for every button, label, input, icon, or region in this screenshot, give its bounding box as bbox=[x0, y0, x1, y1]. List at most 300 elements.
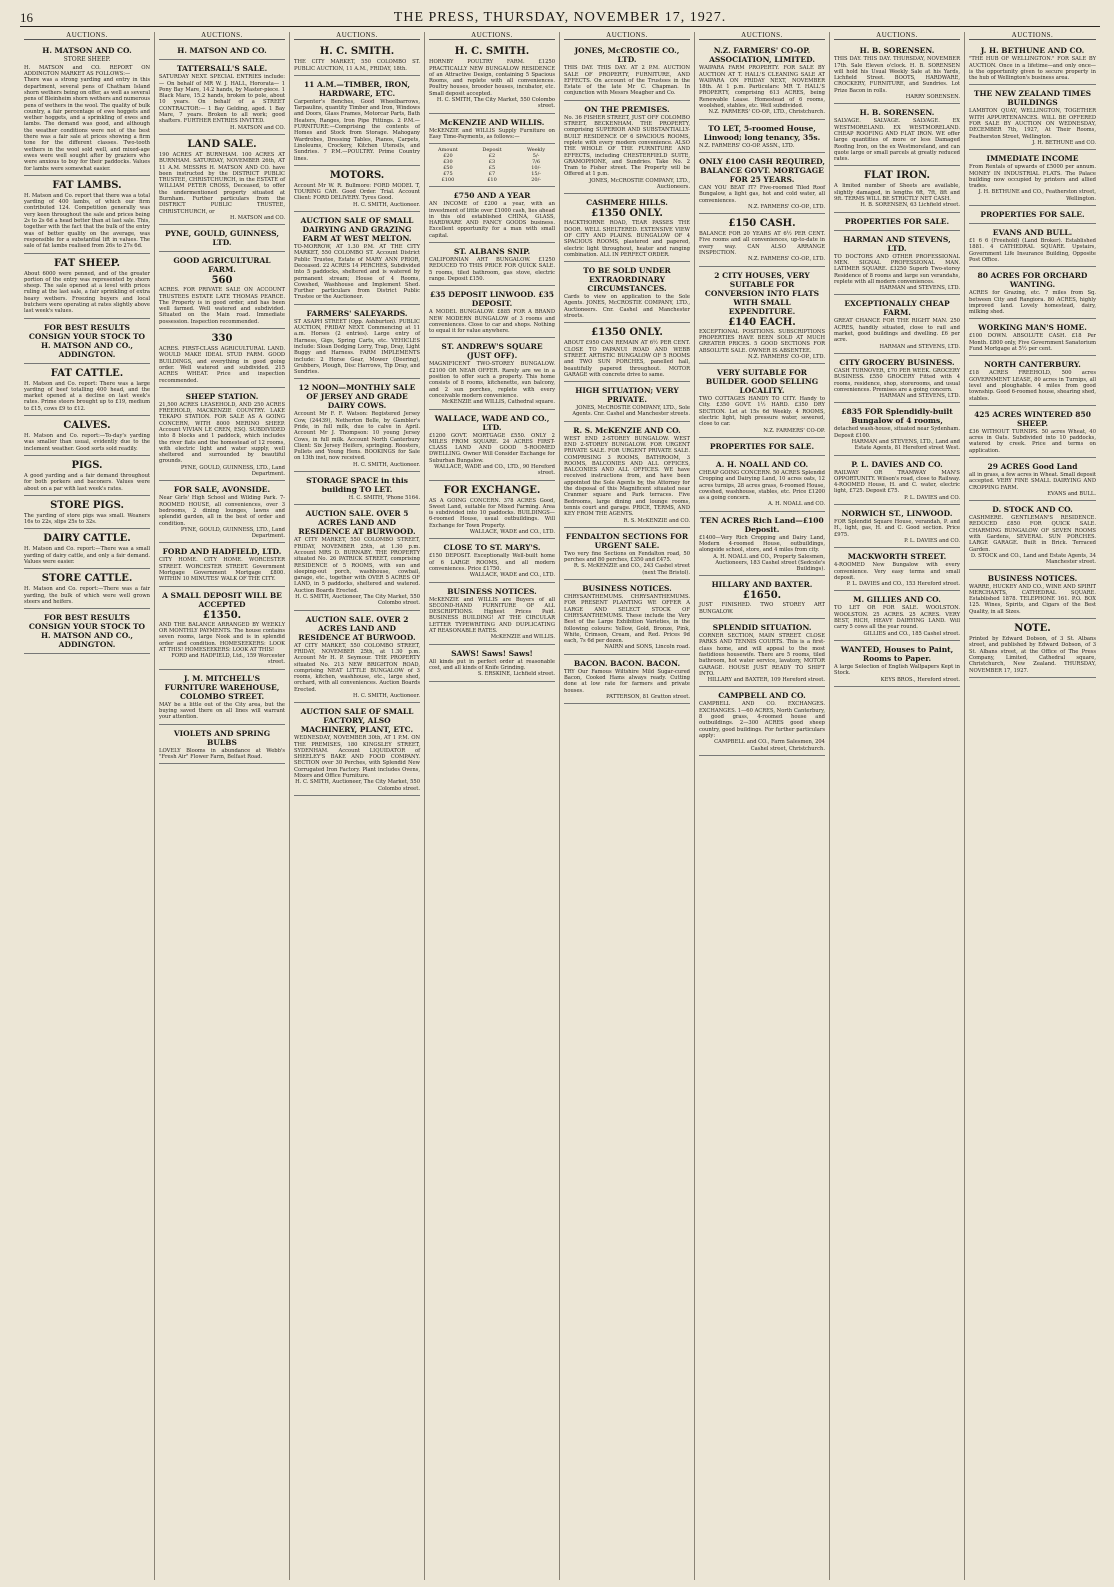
column-1 bbox=[20, 32, 155, 1580]
advertisement bbox=[834, 231, 960, 296]
ad-body-text: £1200 GOVT. MORTGAGE £550. ONLY 2 MILES FROM SQUARE. 24 ACRES FIRST-CLASS LAND AND GOOD 5-ROOMED DWELLING. Owner Will Consider Exchange for Suburban Bungalow. bbox=[429, 432, 555, 464]
advertisement bbox=[969, 619, 1096, 678]
ad-signature: HARMAN and STEVENS, LTD., Land and Estate Agents, 81 Hereford street West. bbox=[851, 438, 960, 452]
ad-heading: H. C. SMITH. bbox=[454, 46, 530, 58]
ad-price: £1350 ONLY. bbox=[591, 208, 663, 220]
ad-signature: N.Z. FARMERS' CO-OP., LTD. bbox=[747, 203, 825, 210]
advertisement bbox=[159, 329, 285, 388]
ad-body-text: CITY HOME. CITY HOME. WORCESTER STREET. WORCESTER STREET. Government Mortgage Government Mortgage £800. WITHIN 10 MINUTES' WALK OF THE CITY. bbox=[159, 557, 285, 583]
ad-heading: WALLACE, WADE AND CO., LTD. bbox=[434, 413, 550, 432]
ad-body-text: WARRE, HUCKEY AND CO., WINE AND SPIRIT MERCHANTS, CATHEDRAL SQUARE. Established 1878. TELEPHONE 161. P.O. BOX 125. Wines, Spirits, and Cigars of the Best Quality, in all Sizes. bbox=[969, 583, 1096, 615]
advertisement bbox=[429, 187, 555, 243]
table-cell: £2 bbox=[488, 153, 496, 160]
ad-body-text: CASHMERE. GENTLEMAN'S RESIDENCE. REDUCED £850 FOR QUICK SALE. CHARMING BUNGALOW OF SEVEN ROOMS with Gardens, SEVERAL SUN PORCHES. LARGE GARAGE. Built in Brick. Terraced Garden. bbox=[969, 515, 1096, 553]
ad-body-text: Account Mr F. F. Watson: Registered Jersey Cow, (24439), Netherton Belle, by Gambler's Pride, in full milk, due to calve in April. Account Mr J. Thompson: 10 young Jersey Cows, in full milk. Account North Canterbury Client: Six Jersey Heifers, springing. Roosters, Pullets and Young Hens. BOOKINGS for Sale on 13th inst, now received. bbox=[294, 411, 420, 462]
ad-body-text: CHEAP GOING CONCERN. 50 ACRES Splendid Cropping and Dairying Land, 10 acres oats, 12 acres turnips, 28 acres grass, 6-roomed House, cowshed, washhouse, stables, etc. Price £1200 as a going concern. bbox=[699, 469, 825, 502]
column-header: AUCTIONS. bbox=[294, 32, 420, 40]
ad-body-text: TRY Our Famous Wiltshire Mild Sugar-cured Bacon, Cooked Hams always ready. Cutting done at low rate for farmers and private houses. bbox=[564, 668, 690, 694]
ad-body-text: AT CITY MARKET, 550 COLOMBO STREET, FRIDAY, NOVEMBER 25th, at 1.30 p.m. Account Mr H. P. Seymour. THE PROPERTY situated No. 213 NEW BRIGHTON ROAD, comprising NEAT LITTLE BUNGALOW of 3 rooms, kitchen, washhouse, etc., large shed, orchard, with all conveniences. Auction Boards Erected. bbox=[294, 642, 420, 693]
ad-signature: N.Z. FARMERS' CO-OP., LTD., Christchurch. bbox=[708, 109, 825, 116]
ad-body-text: ACRES. FIRST-CLASS AGRICULTURAL LAND. WOULD MAKE IDEAL STUD FARM. GOOD BUILDINGS, and everything in good going order. Well watered and subdivided. 215 ACRES WHEAT. Price and inspection recommended. bbox=[159, 346, 285, 384]
ad-heading: £1350 ONLY. bbox=[591, 327, 663, 339]
ad-body-text: TO DOCTORS AND OTHER PROFESSIONAL MEN. SIGNAL PROFESSIONAL MAN. LATIMER SQUARE. £3250 Superb Two-storey Residence of 8 rooms and large sun verandahs, replete with all modern conveniences. bbox=[834, 253, 960, 285]
ad-heading: BUSINESS NOTICES. bbox=[987, 573, 1078, 583]
column-5 bbox=[560, 32, 695, 1580]
advertisement bbox=[24, 456, 150, 496]
advertisement bbox=[24, 364, 150, 416]
column-6 bbox=[695, 32, 830, 1580]
ad-signature: P. L. DAVIES and CO., 153 Hereford street. bbox=[846, 581, 960, 588]
advertisement bbox=[24, 569, 150, 609]
advertisement bbox=[699, 364, 825, 438]
table-cell: 5/- bbox=[532, 153, 540, 160]
ad-body-text: H. Matson and Co. report:—To-day's yarding was smaller than usual, evidently due to the inclement weather. Good sorts sold readily. bbox=[24, 433, 150, 452]
advertisement bbox=[699, 214, 825, 266]
ad-price: £140 EACH. bbox=[728, 316, 796, 328]
advertisement bbox=[834, 641, 960, 687]
ad-body-text: TO-MORROW, AT 1.30 P.M. AT THE CITY MARKET, 550 COLOMBO ST. Account District Public Trustee, Estate of MARY ANN PRIOR, Deceased. 22 ACRES 14 PERCHES, Subdivided into 5 paddocks, sheltered and is watered by permanent stream; House of 4 Rooms, Cowshed, Washhouse and Implement Shed. Further particulars from District Public Trustee or the Auctioneer. bbox=[294, 244, 420, 301]
ad-heading: JONES, McCROSTIE CO., LTD. bbox=[574, 46, 680, 65]
ad-body-text: THIS DAY. THIS DAY. AT 2 P.M. AUCTION SALE OF PROPERTY, FURNITURE, AND EFFECTS. On account of the Trustees in the Estate of the late Mr C. Chapman. In conjunction with Messrs Meagher and Co. bbox=[564, 65, 690, 97]
ad-heading: EVANS AND BULL. bbox=[992, 228, 1073, 238]
advertisement bbox=[699, 267, 825, 364]
ad-body-text: CAMPBELL AND CO. EXCHANGES. EXCHANGES. 1—60 ACRES, North Canterbury, 8 good grass, 4-roomed house and outbuildings. 2—300 ACRES good sheep country, good buildings. For further particulars apply: bbox=[699, 701, 825, 739]
advertisement bbox=[24, 609, 150, 654]
ad-body-text: HACKTHORNE ROAD, TEAR PASSES THE DOOR. WELL SHELTERED. EXTENSIVE VIEW OF CITY AND PLAINS. BUNGALOW OF 4 SPACIOUS ROOMS, plastered and papered, electric light throughout, heater and ranging combination. ALL IN PERFECT ORDER. bbox=[564, 220, 690, 258]
ad-body-text: Cards to view on application to the Sole Agents. JONES, McCROSTIE COMPANY, LTD., Auctioneers. Cnr. Cashel and Manchester streets. bbox=[564, 294, 690, 320]
ad-body-text: ABOUT £950 CAN REMAIN AT 6½ PER CENT. CLOSE TO PAPANUI ROAD AND WEBB STREET. ARTISTIC BUNGALOW OF 5 ROOMS and TWO SUN PORCHES, panelled hall, beautifully papered throughout. MOTOR GARAGE with concrete drive to same. bbox=[564, 340, 690, 378]
advertisement bbox=[969, 224, 1096, 267]
ad-body-text: Two very fine Sections on Fendalton road, 50 perches and 80 perches, £350 and £475. bbox=[564, 550, 690, 564]
ad-body-text: detached wash-house, situated near Sydenham. Deposit £100. bbox=[834, 426, 960, 439]
advertisement bbox=[834, 42, 960, 104]
ad-heading: A SMALL DEPOSIT WILL BE ACCEPTED bbox=[162, 590, 282, 609]
ad-signature: KEYS BROS., Hereford street. bbox=[880, 676, 960, 683]
ad-heading: M. GILLIES AND CO. bbox=[853, 595, 941, 605]
ad-body-text: THE CITY MARKET, 550 COLOMBO ST. PUBLIC AUCTION, 11 A.M., FRIDAY, 18th. bbox=[294, 59, 420, 72]
ad-body-text: AN INCOME of £200 a year, with an investment of little over £1000 cash, lies ahead in this old established CHINA, GLASS, HARDWARE AND FANCY GOODS business. Excellent opportunity for a man with small capital. bbox=[429, 201, 555, 239]
table-cell: 10/- bbox=[531, 165, 541, 172]
ad-body-text: A limited number of Sheets are available, slightly damaged, in lengths 6ft, 7ft, 8ft and 9ft. TERMS WILL BE STRICTLY NET CASH. bbox=[834, 183, 960, 203]
table-cell: 20/- bbox=[531, 177, 541, 184]
ad-body-text: MAGNIFICENT TWO-STOREY BUNGALOW. £2100 OR NEAR OFFER. Rarely are we in a position to offer such a property. This home consists of 8 rooms, kitchenette, sun balcony, and 2 sun porches, replete with every conceivable modern convenience. bbox=[429, 361, 555, 399]
ad-price: 560 bbox=[211, 275, 233, 287]
ad-heading: SPLENDID SITUATION. bbox=[712, 623, 812, 633]
ad-body-text: CORNER SECTION, MAIN STREET. CLOSE PARKS AND TENNIS COURTS. This is a first-class home, and will appeal to the most fastidious housewife. There are 5 rooms, tiled bathroom, hot water service, lavatory, MOTOR GARAGE. HOUSE JUST READY TO SHIFT INTO. bbox=[699, 633, 825, 677]
ad-heading: STORE CATTLE. bbox=[41, 573, 133, 585]
advertisement bbox=[159, 481, 285, 543]
ad-body-text: ACRES. FOR PRIVATE SALE ON ACCOUNT TRUSTEES ESTATE LATE THOMAS PEARCE. The Property is in good order, and has been well farmed. Well watered and subdivided. Situated on the Main road. Immediate possession. Inspection recommended. bbox=[159, 287, 285, 325]
ad-heading: HARMAN AND STEVENS, LTD. bbox=[843, 234, 951, 253]
ad-body-text: GREAT CHANCE FOR THE RIGHT MAN. 250 ACRES, handily situated, close to rail and market, good buildings and dwelling. £6 per acre. bbox=[834, 318, 960, 344]
ad-signature: H. C. SMITH, The City Market, 550 Colombo street. bbox=[436, 97, 555, 110]
ad-signature: N.Z. FARMERS' CO-OP., LTD. bbox=[747, 353, 825, 360]
ad-signature: H. C. SMITH, Auctioneer, The City Market, 550 Colombo street. bbox=[295, 779, 420, 792]
ad-heading: McKENZIE AND WILLIS. bbox=[439, 117, 545, 127]
ad-heading: LAND SALE. bbox=[187, 138, 257, 150]
advertisement bbox=[429, 144, 555, 187]
ad-body-text: H. Matson and Co. report: There was a large yarding of beef totalling 400 head, and the market opened at a decline on last week's rates. Prime steers brought up to £19, medium to £15, cows £9 to £12. bbox=[24, 380, 150, 412]
ad-heading: NORTH CANTERBURY. bbox=[984, 360, 1081, 370]
ad-heading: BUSINESS NOTICES. bbox=[447, 586, 537, 596]
ad-signature: WALLACE, WADE and CO., LTD. bbox=[469, 529, 555, 536]
ad-body-text: AND THE BALANCE ARRANGED BY WEEKLY OR MONTHLY PAYMENTS. The house contains seven rooms, large Nook and is in splendid order and condition. HOMESEEKERS: LOOK AT THIS! HOMESEEKERS: LOOK AT THIS! bbox=[159, 621, 285, 653]
ad-body-text: CALIFORNIAN ART BUNGALOW. £1250 REDUCED TO THIS PRICE FOR QUICK SALE. 5 rooms, tiled bathroom, gas stove, electric range. Deposit £150. bbox=[429, 257, 555, 282]
advertisement bbox=[969, 150, 1096, 206]
ad-heading: DAIRY CATTLE. bbox=[43, 533, 131, 545]
ad-heading: 12 NOON—MONTHLY SALE OF JERSEY AND GRADE DAIRY COWS. bbox=[298, 383, 416, 411]
ad-body-text: RAILWAY OR TRAMWAY MAN'S OPPORTUNITY. Wilson's road, close to Railway. 4-ROOMED House, H. and C. water, electric light, £725. Deposit £75. bbox=[834, 469, 960, 495]
advertisement bbox=[159, 135, 285, 225]
ad-heading: CALVES. bbox=[63, 420, 111, 432]
advertisement bbox=[294, 472, 420, 505]
ad-body-text: There was a strong yarding and entry in this department, several pens of Chatham Island shorn wethers being on offer, as well as several pens of Bleinheim shorn wethers and numerous pens of wethers in the wool. The quality of bulk country, a fair percentage of ewe hoggets and wether hoggets, and a sprinkling of ewes and lambs. The demand was good, and although the weather conditions were not of the best there was a fair sale at prices showing a firm tone for the different classes. Two-tooth wethers in the wool sold well, and mixed-age ewes were well sought after by graziers who were anxious to buy for their paddocks. Values for lambs were somewhat easier. bbox=[24, 77, 150, 172]
ad-heading: CLOSE TO ST. MARY'S. bbox=[443, 543, 541, 553]
ad-body-text: AS A GOING CONCERN. 378 ACRES Good, Sweet Land, suitable for Mixed Farming. Area is subdivided into 10 paddocks. BUILDINGS—6-roomed House, usual outbuildings. Will Exchange for Town Property. bbox=[429, 497, 555, 529]
advertisement bbox=[159, 670, 285, 725]
ad-body-text: McKENZIE and WILLIS are Buyers of all SECOND-HAND FURNITURE OF ALL DESCRIPTIONS. Highest Prices Paid. BUSINESS BUILDING! AT THE CIRCULAR LETTER TYPEWRITING AND DUPLICATING AT REASONABLE RATES. bbox=[429, 596, 555, 635]
ad-signature: H. C. SMITH, 'Phone 5164. bbox=[348, 495, 420, 502]
ad-body-text: £18 ACRES FREEHOLD, 500 acres GOVERNMENT LEASE, 80 acres in Turnips, all level and ploughable. 4 miles from good township. Good 6-roomed house, shearing shed, stables. bbox=[969, 370, 1096, 402]
advertisement bbox=[699, 576, 825, 619]
ad-body-text: No. 36 FISHER STREET, JUST OFF COLOMBO STREET, BECKENHAM. THE PROPERTY, comprising SUPERIOR AND SUBSTANTIALLY-BUILT RESIDENCE OF 6 SPACIOUS ROOMS, replete with every modern convenience. ALSO THE WHOLE OF THE FURNITURE AND EFFECTS, including CHESTERFIELD SUITE, GRAMOPHONE, and Sundries. Take No. 2 Tram to Fisher street. The Property will be Offered at 1 p.m. bbox=[564, 114, 690, 178]
ad-heading: H. C. SMITH. bbox=[319, 46, 395, 58]
advertisement bbox=[24, 254, 150, 319]
table-cell: £5 bbox=[488, 165, 496, 172]
ad-heading: FOR SALE, AVONSIDE. bbox=[173, 485, 271, 495]
table-cell: 7/6 bbox=[532, 159, 541, 166]
ad-signature: PATTERSON, 81 Gratton street. bbox=[606, 693, 690, 700]
ad-body-text: LOVELY Blooms in abundance at Webb's "Fresh Air" Flower Farm, Belfast Road. bbox=[159, 747, 285, 760]
ad-heading: ONLY £100 CASH REQUIRED, BALANCE GOVT. MORTGAGE FOR 25 YEARS. bbox=[699, 156, 825, 184]
ad-heading: BACON. BACON. BACON. bbox=[573, 658, 681, 668]
ad-heading: NOTE. bbox=[1014, 623, 1051, 635]
table-cell: £50 bbox=[443, 165, 453, 172]
ad-heading: 2 CITY HOUSES, VERY SUITABLE FOR CONVERSION INTO FLATS WITH SMALL EXPENDITURE. bbox=[704, 270, 820, 316]
ad-signature: GILLIES and CO., 185 Cashel street. bbox=[863, 630, 960, 637]
table-cell: Deposit bbox=[482, 147, 502, 154]
table-row bbox=[429, 177, 555, 183]
ad-heading: GOOD AGRICULTURAL FARM. bbox=[173, 256, 271, 275]
ad-heading: H. MATSON AND CO. bbox=[42, 46, 132, 56]
ad-heading: WORKING MAN'S HOME. bbox=[978, 323, 1087, 333]
advertisement bbox=[294, 703, 420, 796]
ad-heading: H. B. SORENSEN. bbox=[859, 108, 935, 118]
advertisement bbox=[429, 539, 555, 582]
ad-signature: H. MATSON and CO. bbox=[229, 214, 285, 221]
advertisement bbox=[834, 295, 960, 353]
advertisement bbox=[699, 120, 825, 153]
ad-heading: STORAGE SPACE in this building TO LET. bbox=[306, 476, 408, 495]
ad-signature: R. S. McKENZIE and CO., 243 Cashel street (next The Bristol). bbox=[573, 563, 690, 576]
ad-body-text: EXCEPTIONAL POSITIONS. SUBSCRIPTIONS PROPERTIES HAVE BEEN SOLD AT MUCH GREATER PRICES. 5 GOOD SECTIONS FOR ABSOLUTE SALE. OWNER IS ABSENTEE. bbox=[699, 328, 825, 354]
ad-body-text: all in grass, a few acres in Wheat. Small deposit accepted. VERY FINE SMALL DAIRYING AND CROPPING FARM. bbox=[969, 471, 1096, 491]
advertisement bbox=[699, 619, 825, 687]
ad-body-text: BALANCE FOR 20 YEARS AT 6½ PER CENT. Five rooms and all conveniences, up-to-date in every way. CAN ALSO ARRANGE INSPECTION. bbox=[699, 231, 825, 257]
advertisement bbox=[969, 319, 1096, 356]
advertisement bbox=[969, 406, 1096, 458]
ad-signature: NAIRN and SONS, Lincoln road. bbox=[604, 644, 690, 651]
ad-heading: FENDALTON SECTIONS FOR URGENT SALE. bbox=[565, 531, 689, 550]
ad-signature: S. ERSKINE, Lichfield street. bbox=[477, 671, 555, 678]
advertisement bbox=[969, 267, 1096, 319]
ad-heading: 29 ACRES Good Land bbox=[987, 461, 1078, 471]
ad-heading: H. B. SORENSEN. bbox=[859, 46, 935, 56]
ad-signature: PYNE, GOULD, GUINNESS, LTD., Land Department. bbox=[180, 464, 285, 478]
ad-heading: £35 DEPOSIT LINWOOD. £35 DEPOSIT. bbox=[429, 290, 555, 309]
columns-container bbox=[20, 32, 1106, 1580]
ad-body-text: All kinds put in perfect order at reasonable cost, and all kinds of Knife Grinding. bbox=[429, 658, 555, 671]
advertisement bbox=[24, 176, 150, 254]
ad-heading: 425 ACRES WINTERED 850 SHEEP. bbox=[974, 409, 1091, 428]
advertisement bbox=[564, 528, 690, 580]
ad-body-text: 190 ACRES AT BURNHAM. 100 ACRES AT BURNHAM. SATURDAY, NOVEMBER 26th, AT 11 A.M. MESSRS H. MATSON AND CO. have been instructed by the DISTRICT PUBLIC TRUSTEE, CHRISTCHURCH, in the ESTATE of WILLIAM PETER CROSS, Deceased, to offer the undermentioned property situated at Burnham. Further particulars from the DISTRICT PUBLIC TRUSTEE, CHRISTCHURCH, or bbox=[159, 151, 285, 215]
ad-heading: ST. ANDREW'S SQUARE (JUST OFF). bbox=[441, 342, 543, 361]
masthead bbox=[20, 4, 1100, 27]
ad-body-text: Carpenter's Benches, Good Wheelbarrows, Tarpaulins, quantity Timber and Iron, Windows and Doors, Glass Frames, Motorcar Parts, Bath Heaters, Ranges, Iron Pipe Fittings. 2 P.M.—FURNITURE:—Comprising the contents of Homes and Stock from Storage. Mahogany Wardrobes, Dressing Tables, Pianos, Carpets, Linoleums, Crockery, Kitchen Utensils, and Sundries. 7 P.M.—POULTRY. Prime Country lines. bbox=[294, 98, 420, 162]
ad-signature: JONES, McCROSTIE COMPANY, LTD., Auctioneers. bbox=[589, 177, 690, 191]
ad-body-text: £150 DEPOSIT. Exceptionally Well-built home of 6 LARGE ROOMS, and all modern conveniences. Price £1750. bbox=[429, 553, 555, 572]
ad-heading: 11 A.M.—TIMBER, IRON, HARDWARE, ETC. bbox=[303, 79, 411, 98]
ad-heading: HILLARY AND BAXTER. bbox=[711, 580, 813, 590]
advertisement bbox=[699, 438, 825, 456]
advertisement bbox=[429, 338, 555, 409]
ad-heading: VERY SUITABLE FOR BUILDER. GOOD SELLING LOCALITY. bbox=[705, 368, 819, 396]
advertisement bbox=[429, 243, 555, 286]
ad-heading: N.Z. FARMERS' CO-OP. ASSOCIATION, LIMITED. bbox=[709, 46, 815, 65]
advertisement bbox=[699, 512, 825, 577]
ad-heading: J. H. BETHUNE AND CO. bbox=[980, 46, 1085, 56]
advertisement bbox=[969, 206, 1096, 224]
ad-heading: STORE PIGS. bbox=[50, 499, 124, 511]
ad-body-text: JUST FINISHED. TWO STOREY ART BUNGALOW. bbox=[699, 602, 825, 615]
advertisement bbox=[564, 42, 690, 100]
advertisement bbox=[294, 76, 420, 166]
advertisement bbox=[969, 85, 1096, 150]
ad-heading: FARMERS' SALEYARDS. bbox=[306, 308, 408, 318]
ad-body-text: £1 6 6 (Freehold) (Land Broker). Established 1881. 4 CATHEDRAL SQUARE. Upstairs, Government Life Insurance Building, Opposite Post Office. bbox=[969, 238, 1096, 263]
ad-body-text: H. Matson and Co. report:—There was a small yarding of dairy cattle, and only a fair demand. Values were easier. bbox=[24, 546, 150, 566]
advertisement bbox=[159, 42, 285, 60]
advertisement bbox=[24, 319, 150, 364]
advertisement bbox=[834, 548, 960, 591]
ad-price: £1650. bbox=[742, 590, 782, 602]
ad-heading: EXCEPTIONALLY CHEAP FARM. bbox=[844, 299, 950, 318]
table-cell: £100 bbox=[441, 177, 455, 184]
ad-signature: HILLARY and BAXTER, 109 Hereford street. bbox=[707, 677, 825, 684]
ad-heading: FOR EXCHANGE. bbox=[443, 484, 541, 496]
ad-signature: J. H. BETHUNE and CO., Featherston street, Wellington. bbox=[978, 189, 1096, 202]
column-2 bbox=[155, 32, 290, 1580]
advertisement bbox=[429, 42, 555, 113]
column-header: AUCTIONS. bbox=[699, 32, 825, 40]
advertisement bbox=[159, 587, 285, 670]
ad-body-text: WAIPARA FARM PROPERTY. FOR SALE BY AUCTION AT T. HALL'S CLEANING SALE AT WAIPARA ON FRIDAY NEXT, NOVEMBER 18th. At 1 p.m. Particulars: MR T. HALL'S PROPERTY, comprising 613 ACRES, being Renewable Lease. Homestead of 6 rooms, woolshed, stables, etc. Well subdivided. bbox=[699, 65, 825, 110]
ad-body-text: ST ASAPH STREET (Opp. Ashburton). PUBLIC AUCTION, FRIDAY NEXT. Commencing at 11 a.m. Horses (2 entries). Large entry of Harness, Gigs, Spring Carts, etc. VEHICLES include: Sloan Dodging Lorry, Trap, Dray, Light Buggy and Harness. FARM IMPLEMENTS include: 2 Horse Gear, Mower (Deering), Grubbers, Plough, Disc Harrows, Tip Dray, and Sundries. bbox=[294, 318, 420, 376]
ad-body-text: A large Selection of English Wallpapers Kept in Stock. bbox=[834, 663, 960, 677]
column-7 bbox=[830, 32, 965, 1580]
ad-body-text: From Rentals of upwards of £5000 per annum. MONEY IN INDUSTRIAL FLATS. The Palace building now occupied by printers and allied trades. bbox=[969, 164, 1096, 190]
ad-heading: 80 ACRES FOR ORCHARD WANTING. bbox=[977, 271, 1088, 290]
ad-body-text: Printed by Edward Dobson, of 3 St. Albans street, and published by Edward Dobson, of 3 St. Albans street, at the Office of The Press Company, Limited, Cathedral square, Christchurch, New Zealand. THURSDAY, NOVEMBER 17, 1927. bbox=[969, 636, 1096, 674]
ad-heading: FOR BEST RESULTS CONSIGN YOUR STOCK TO H. MATSON AND CO., ADDINGTON. bbox=[28, 322, 146, 359]
advertisement bbox=[429, 410, 555, 481]
advertisement bbox=[159, 225, 285, 252]
advertisement bbox=[699, 456, 825, 512]
ad-signature: FORD and HADFIELD, Ltd., 159 Worcester street. bbox=[171, 653, 285, 666]
advertisement bbox=[834, 505, 960, 548]
ad-body-text: A MODEL BUNGALOW. £885 FOR A BRAND NEW MODERN BUNGALOW of 3 rooms and conveniences. Close to car and shops. Nothing to equal it for value anywhere. bbox=[429, 309, 555, 335]
ad-signature: JONES, McCROSTIE COMPANY, LTD., Sole Agents. Cnr. Cashel and Manchester streets. bbox=[572, 405, 690, 418]
ad-body-text: McKENZIE and WILLIS Supply Furniture on Easy Time-Payments, as follows:— bbox=[429, 127, 555, 140]
ad-body-text: MAY be a little out of the City area, but the buying saved there on all lines will warrant your attention. bbox=[159, 701, 285, 721]
ad-body-text: WEST END 2-STOREY BUNGALOW. WEST END 2-STOREY BUNGALOW. FOR URGENT PRIVATE SALE. FOR URGENT PRIVATE SALE. COMPRISING 3 ROOMS, BATHROOM, 3 ROOMS, BALCONIES AND ALL OFFICES, BALCONIES AND ALL OFFICES. WE have received instructions from, and have been appointed the Sole Agents by, the Attorney for the disposal of this Magnificent situated near Cranmer square and Park terraces. Five Bedrooms, large dining and lounge rooms, tennis court and garage. PRICE, TERMS, AND KEY FROM THE AGENTS. bbox=[564, 435, 690, 518]
advertisement bbox=[564, 382, 690, 422]
ad-heading: CASHMERE HILLS. bbox=[586, 198, 668, 208]
advertisement bbox=[294, 379, 420, 472]
ad-heading: FOR BEST RESULTS CONSIGN YOUR STOCK TO H. MATSON AND CO., ADDINGTON. bbox=[28, 613, 146, 650]
advertisement bbox=[564, 655, 690, 704]
advertisement bbox=[429, 645, 555, 682]
ad-body-text: TWO COTTAGES HANDY TO CITY. Handy to City. £350 GOVT. 1½ HARD. £350 DRY SECTION. Let at 15s 6d Weekly. 4 ROOMS, electric light, high pressure water, sewered, close to car. bbox=[699, 396, 825, 428]
ad-heading: FAT LAMBS. bbox=[52, 179, 122, 191]
advertisement bbox=[159, 60, 285, 135]
advertisement bbox=[969, 356, 1096, 405]
advertisement bbox=[564, 422, 690, 528]
advertisement bbox=[429, 481, 555, 540]
ad-heading: PYNE, GOULD, GUINNESS, LTD. bbox=[165, 229, 279, 248]
ad-signature: HARMAN and STEVENS, LTD. bbox=[879, 393, 960, 400]
ad-body-text: CAN YOU BEAT IT? Five-roomed Tiled Roof Bungalow, a light gas, hot and cold water, all conveniences. bbox=[699, 184, 825, 204]
advertisement bbox=[24, 416, 150, 456]
ad-signature: H. C. SMITH, Auctioneer, The City Market, 550 Colombo street. bbox=[295, 594, 420, 607]
ad-heading: ON THE PREMISES. bbox=[584, 104, 670, 114]
advertisement bbox=[834, 213, 960, 231]
ad-heading: J. M. MITCHELL'S FURNITURE WAREHOUSE, COLOMBO STREET. bbox=[164, 673, 280, 701]
advertisement bbox=[699, 687, 825, 755]
ad-signature: H. C. SMITH, Auctioneer. bbox=[353, 201, 420, 208]
ad-heading: TO LET, 5-roomed House, Linwood; long tenancy, 35s. bbox=[703, 123, 821, 142]
ad-body-text: HORNBY POULTRY FARM. £1250 PRACTICALLY NEW BUNGALOW RESIDENCE of an Attractive Design, containing 5 Spacious Rooms, and replete with all conveniences. Poultry houses, brooder houses, incubator, etc. Small deposit accepted. bbox=[429, 59, 555, 97]
ad-signature: HARMAN and STEVENS, LTD. bbox=[879, 343, 960, 350]
ad-body-text: £36 WITHOUT TURNIPS. 50 acres Wheat, 40 acres in Oats. Subdivided into 10 paddocks, watered by creek. Price and terms on application. bbox=[969, 428, 1096, 454]
ad-heading: R. S. McKENZIE AND CO. bbox=[573, 425, 681, 435]
ad-heading: PROPERTIES FOR SALE. bbox=[844, 216, 950, 226]
ad-signature: PYNE, GOULD, GUINNESS, LTD., Land Department. bbox=[180, 526, 285, 540]
ad-body-text: TO LET OR FOR SALE. WOOLSTON. WOOLSTON. 25 ACRES. 25 ACRES. VERY BEST, RICH, HEAVY DAIRYING LAND. Will carry 5 cows all the year round. bbox=[834, 605, 960, 631]
ad-signature: H. C. SMITH, Auctioneer. bbox=[353, 693, 420, 699]
ad-heading: P. L. DAVIES AND CO. bbox=[851, 459, 943, 469]
advertisement bbox=[294, 305, 420, 380]
ad-signature: N.Z. FARMERS' CO-OP. bbox=[763, 427, 825, 434]
ad-heading: CITY GROCERY BUSINESS. bbox=[839, 357, 955, 367]
table-cell: Amount bbox=[437, 147, 458, 154]
ad-body-text: £1400—Very Rich Cropping and Dairy Land, Modern 4-roomed House, outbuildings, alongside school, store, and 4 miles from city. bbox=[699, 534, 825, 554]
advertisement bbox=[834, 104, 960, 166]
ad-signature: P. L. DAVIES and CO. bbox=[904, 537, 960, 544]
ad-body-text: 4-ROOMED New Bungalow with every convenience. Very easy terms and small deposit. bbox=[834, 562, 960, 581]
ad-heading: CAMPBELL AND CO. bbox=[718, 691, 806, 701]
column-header: AUCTIONS. bbox=[564, 32, 690, 40]
ad-heading: PROPERTIES FOR SALE. bbox=[980, 210, 1085, 220]
column-4 bbox=[425, 32, 560, 1580]
table-cell: £3 bbox=[488, 159, 496, 166]
ad-signature: J. H. BETHUNE and CO. bbox=[1032, 139, 1096, 146]
ad-heading: MACKWORTH STREET. bbox=[847, 552, 947, 562]
advertisement bbox=[24, 42, 150, 176]
advertisement bbox=[294, 42, 420, 76]
ad-heading: THE NEW ZEALAND TIMES BUILDINGS bbox=[973, 89, 1092, 108]
advertisement bbox=[969, 42, 1096, 85]
ad-body-text: CASH TURNOVER, £70 PER WEEK. GROCERY BUSINESS. £550 GROCERY Fitted with 4 rooms, residence, shop, storerooms, and usual conveniences. Premises are a going concern. bbox=[834, 367, 960, 393]
column-8 bbox=[965, 32, 1100, 1580]
ad-body-text: AT CITY MARKET, 550 COLOMBO STREET, FRIDAY, NOVEMBER 25th, at 1.30 p.m. Account MRS D. BURNABY. THE PROPERTY situated No. 26 PATRICK STREET, comprising RESIDENCE of 5 ROOMS, with sun and sleeping-out porch, washhouse, cowbail, garage, etc., together with OVER 5 ACRES OF LAND, in 5 paddocks, sheltered and watered. Auction Boards Erected. bbox=[294, 537, 420, 594]
ad-body-text: N.Z. FARMERS' CO-OP. ASSN., LTD. bbox=[699, 142, 795, 149]
ad-body-text: "THE HUB OF WELLINGTON." FOR SALE BY AUCTION. Once in a lifetime—and only once—is the opportunity given to secure property in the hub of Wellington's business area. bbox=[969, 56, 1096, 82]
ad-body-text: 21,500 ACRES LEASEHOLD, AND 250 ACRES FREEHOLD, MACKENZIE COUNTRY. LAKE TEKAPO STATION. FOR SALE AS A GOING CONCERN, WITH 8000 MERINO SHEEP. Account VIVIAN LE CREN, ESQ. SUBDIVIDED into 8 blocks and 1 paddock, which includes the river flats and the homestead of 12 rooms, with electric light and water supply, well sheltered and surrounded by beautiful grounds. bbox=[159, 401, 285, 465]
ad-signature: A. H. NOALL and CO., Property Salesmen, Auctioneers, 183 Cashel street (Sedcole's Buildings). bbox=[713, 553, 825, 573]
ad-intro: H. MATSON and CO. REPORT ON ADDINGTON MARKET AS FOLLOWS:— bbox=[24, 64, 150, 78]
advertisement bbox=[564, 194, 690, 262]
column-header: AUCTIONS. bbox=[834, 32, 960, 40]
ad-heading: AUCTION SALE OF SMALL FACTORY, ALSO MACHINERY, PLANT, ETC. bbox=[300, 707, 414, 735]
ad-heading: £750 AND A YEAR bbox=[453, 191, 531, 201]
advertisement bbox=[564, 101, 690, 195]
ad-heading: WANTED, Houses to Paint, Rooms to Paper. bbox=[840, 644, 954, 663]
ad-heading: PROPERTIES FOR SALE. bbox=[709, 441, 815, 451]
ad-signature: McKENZIE and WILLIS, Cathedral square. bbox=[441, 399, 555, 406]
advertisement bbox=[24, 496, 150, 530]
ad-heading: BUSINESS NOTICES. bbox=[582, 584, 672, 594]
ad-heading: TATTERSALL'S SALE. bbox=[176, 64, 268, 74]
ad-body-text: THIS DAY. THIS DAY. THURSDAY, NOVEMBER 17th. Sale Eleven o'clock. H. B. SORENSEN will hold his Usual Weekly Sale at his Yards, Lichfield Street. BOOTS, HARDWARE, CROCKERY, FURNITURE, and Sundries. Lot Prize Bacon in rolls. bbox=[834, 56, 960, 94]
table-cell: £20 bbox=[443, 153, 453, 160]
ad-heading: PIGS. bbox=[71, 459, 103, 471]
ad-body-text: A good yarding and a fair demand throughout for both porkers and baconers. Values were about on a par with last week's rates. bbox=[24, 472, 150, 492]
advertisement bbox=[159, 252, 285, 329]
advertisement bbox=[159, 388, 285, 482]
ad-signature: H. MATSON and CO. bbox=[229, 124, 285, 131]
ad-body-text: CHRYSANTHEMUMS. CHRYSANTHEMUMS. FOR PRESENT PLANTING WE OFFER A LARGE AND SELECT STOCK OF CHRYSANTHEMUMS. These include the Very Best of the Large Exhibition Varieties, in the following colours: Yellow, Gold, Bronze, Pink, White, Crimson, Cream, and Red. Prices 9d each, 7s 6d per dozen. bbox=[564, 594, 690, 645]
table-cell: £10 bbox=[487, 177, 497, 184]
ad-heading: SHEEP STATION. bbox=[185, 391, 259, 401]
advertisement bbox=[834, 354, 960, 403]
advertisement bbox=[834, 166, 960, 212]
ad-signature: N.Z. FARMERS' CO-OP., LTD. bbox=[747, 256, 825, 263]
advertisement bbox=[969, 458, 1096, 501]
ad-signature: CAMPBELL and CO., Farm Salesmen, 204 Cashel street, Christchurch. bbox=[714, 739, 825, 752]
ad-body-text: WEDNESDAY, NOVEMBER 30th, AT 1 P.M. ON THE PREMISES, 180 KINGSLEY STREET, SYDENHAM. Account LIQUIDATOR of SHEELEY'S BAKE AND FOOD COMPANY. SECTION over 30 Perches, with Splendid New Corrugated Iron Factory. Plant includes Ovens, Mixers and Office Furniture. bbox=[294, 735, 420, 780]
advertisement bbox=[159, 725, 285, 765]
ad-heading: TO BE SOLD UNDER EXTRAORDINARY CIRCUMSTANCES. bbox=[583, 266, 671, 294]
advertisement bbox=[699, 42, 825, 119]
advertisement bbox=[24, 529, 150, 569]
advertisement bbox=[699, 153, 825, 214]
ad-price: £1350. bbox=[202, 609, 242, 621]
ad-signature: HARMAN and STEVENS, LTD. bbox=[879, 285, 960, 292]
advertisement bbox=[429, 286, 555, 338]
advertisement bbox=[294, 611, 420, 704]
ad-heading: AUCTION SALE OF SMALL DAIRYING AND GRAZING FARM AT WEST MELTON. bbox=[300, 216, 414, 244]
ad-heading: VIOLETS AND SPRING BULBS bbox=[173, 728, 271, 747]
ad-heading: A. H. NOALL AND CO. bbox=[715, 459, 809, 469]
advertisement bbox=[294, 505, 420, 610]
ad-heading: NORWICH ST., LINWOOD. bbox=[841, 509, 953, 519]
page-number: 16 bbox=[20, 10, 33, 25]
ad-heading: FAT SHEEP. bbox=[54, 257, 120, 269]
ad-heading: £835 FOR Splendidly-built Bungalow of 4 rooms, bbox=[841, 407, 953, 426]
column-header: AUCTIONS. bbox=[969, 32, 1096, 40]
